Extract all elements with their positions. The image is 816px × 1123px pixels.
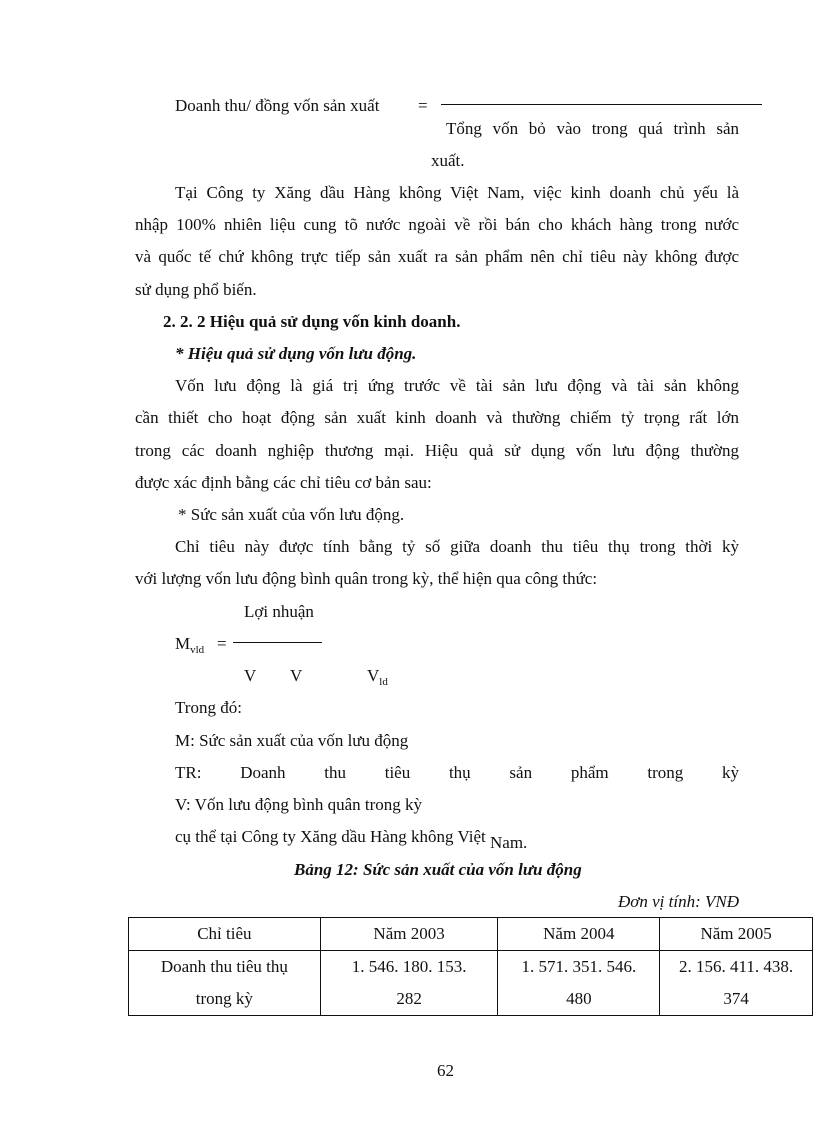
table-unit: Đơn vị tính: VNĐ xyxy=(618,892,739,911)
formula2-lhs xyxy=(175,634,204,660)
formula2-denom-v3 xyxy=(367,666,388,692)
formula2-fraction-line xyxy=(233,642,322,643)
table-cell-2004-line1: 1. 571. 351. 546. xyxy=(521,957,637,976)
definition-tr-word: kỳ xyxy=(721,763,739,782)
formula2-denom-v1: V xyxy=(244,666,257,685)
table-cell-2003-line1: 1. 546. 180. 153. xyxy=(351,957,467,976)
formula2-numerator: Lợi nhuận xyxy=(244,602,314,621)
table-cell-2003-line2: 282 xyxy=(396,989,422,1008)
para1-line1: Tại Công ty Xăng dầu Hàng không Việt Nam, việc kinh doanh chủ yếu là xyxy=(175,183,739,202)
definition-tr-word: trong xyxy=(647,763,684,782)
page-number: 62 xyxy=(437,1061,454,1080)
table-cell-2003 xyxy=(320,951,498,1016)
capital-productivity-table xyxy=(128,917,813,1016)
para3-line2: với lượng vốn lưu động bình quân trong kỳ, thể hiện qua công thức: xyxy=(135,569,598,588)
table-header-indicator: Chỉ tiêu xyxy=(129,918,321,951)
definitions-intro: Trong đó: xyxy=(175,698,242,717)
table-header-2004: Năm 2004 xyxy=(498,918,660,951)
closing-tail: Nam. xyxy=(490,833,528,852)
definition-m: M: Sức sản xuất của vốn lưu động xyxy=(175,731,409,750)
definition-tr-word: thụ xyxy=(448,763,471,782)
closing-line xyxy=(175,827,528,852)
formula1-lhs: Doanh thu/ đồng vốn sản xuất xyxy=(175,96,380,115)
para1-line3: và quốc tế chứ không trực tiếp sản xuất ra sản phẩm nên chỉ tiêu này không được xyxy=(135,247,739,266)
table-cell-label-line2: trong kỳ xyxy=(195,989,253,1008)
formula1-equals: = xyxy=(418,96,428,115)
definition-tr-word: thu xyxy=(324,763,346,782)
table-header-row xyxy=(129,918,813,951)
table-cell-2005-line2: 374 xyxy=(723,989,749,1008)
para1-line2: nhập 100% nhiên liệu cung tõ nước ngoài về rồi bán cho khách hàng trong nước xyxy=(135,215,739,234)
definition-tr-word: sản xyxy=(509,763,533,782)
table-cell-label xyxy=(129,951,321,1016)
formula2-denom-v3-main: V xyxy=(367,666,380,685)
table-cell-2005 xyxy=(660,951,813,1016)
para3-line1: Chỉ tiêu này được tính bằng tỷ số giữa doanh thu tiêu thụ trong thời kỳ xyxy=(175,537,739,556)
para2-line1: Vốn lưu động là giá trị ứng trước về tài sản lưu động và tài sản không xyxy=(175,376,739,395)
para2-line2: cần thiết cho hoạt động sản xuất kinh doanh và thường chiếm tỷ trọng rất lớn xyxy=(135,408,739,427)
closing-text: cụ thể tại Công ty Xăng dầu Hàng không Việt xyxy=(175,827,486,846)
para2-line4: được xác định bằng các chỉ tiêu cơ bản sau: xyxy=(135,473,432,492)
formula1-denominator-line2: xuất. xyxy=(431,151,465,170)
table-header-2005: Năm 2005 xyxy=(660,918,813,951)
subsection-heading: * Hiệu quả sử dụng vốn lưu động. xyxy=(175,344,417,363)
table-cell-label-line1: Doanh thu tiêu thụ xyxy=(160,957,288,976)
definition-v: V: Vốn lưu động bình quân trong kỳ xyxy=(175,795,423,814)
definition-tr-word: TR: xyxy=(175,763,202,782)
bullet-capital-productivity: * Sức sản xuất của vốn lưu động. xyxy=(178,505,405,524)
definition-tr-word: Doanh xyxy=(240,763,286,782)
definition-tr-word: tiêu xyxy=(384,763,411,782)
formula2-lhs-main: M xyxy=(175,634,191,653)
formula2-denom-v2: V xyxy=(290,666,303,685)
formula1-denominator-line1: Tổng vốn bỏ vào trong quá trình sản xyxy=(446,119,739,138)
formula2-denom-v3-sub: ld xyxy=(379,676,388,688)
table-row xyxy=(129,951,813,1016)
table-cell-2004 xyxy=(498,951,660,1016)
table-cell-2004-line2: 480 xyxy=(566,989,592,1008)
formula2-equals: = xyxy=(217,634,227,653)
section-heading: 2. 2. 2 Hiệu quả sử dụng vốn kinh doanh. xyxy=(163,312,461,331)
definition-tr xyxy=(175,763,739,783)
definition-tr-word: phẩm xyxy=(570,763,609,782)
para2-line3: trong các doanh nghiệp thương mại. Hiệu quả sử dụng vốn lưu động thường xyxy=(135,441,739,460)
para1-line4: sử dụng phổ biến. xyxy=(135,280,257,299)
table-header-2003: Năm 2003 xyxy=(320,918,498,951)
formula2-lhs-sub: vld xyxy=(190,644,205,656)
table-caption: Bảng 12: Sức sản xuất của vốn lưu động xyxy=(294,860,582,879)
formula1-fraction-line xyxy=(441,104,762,105)
table-cell-2005-line1: 2. 156. 411. 438. xyxy=(679,957,794,976)
